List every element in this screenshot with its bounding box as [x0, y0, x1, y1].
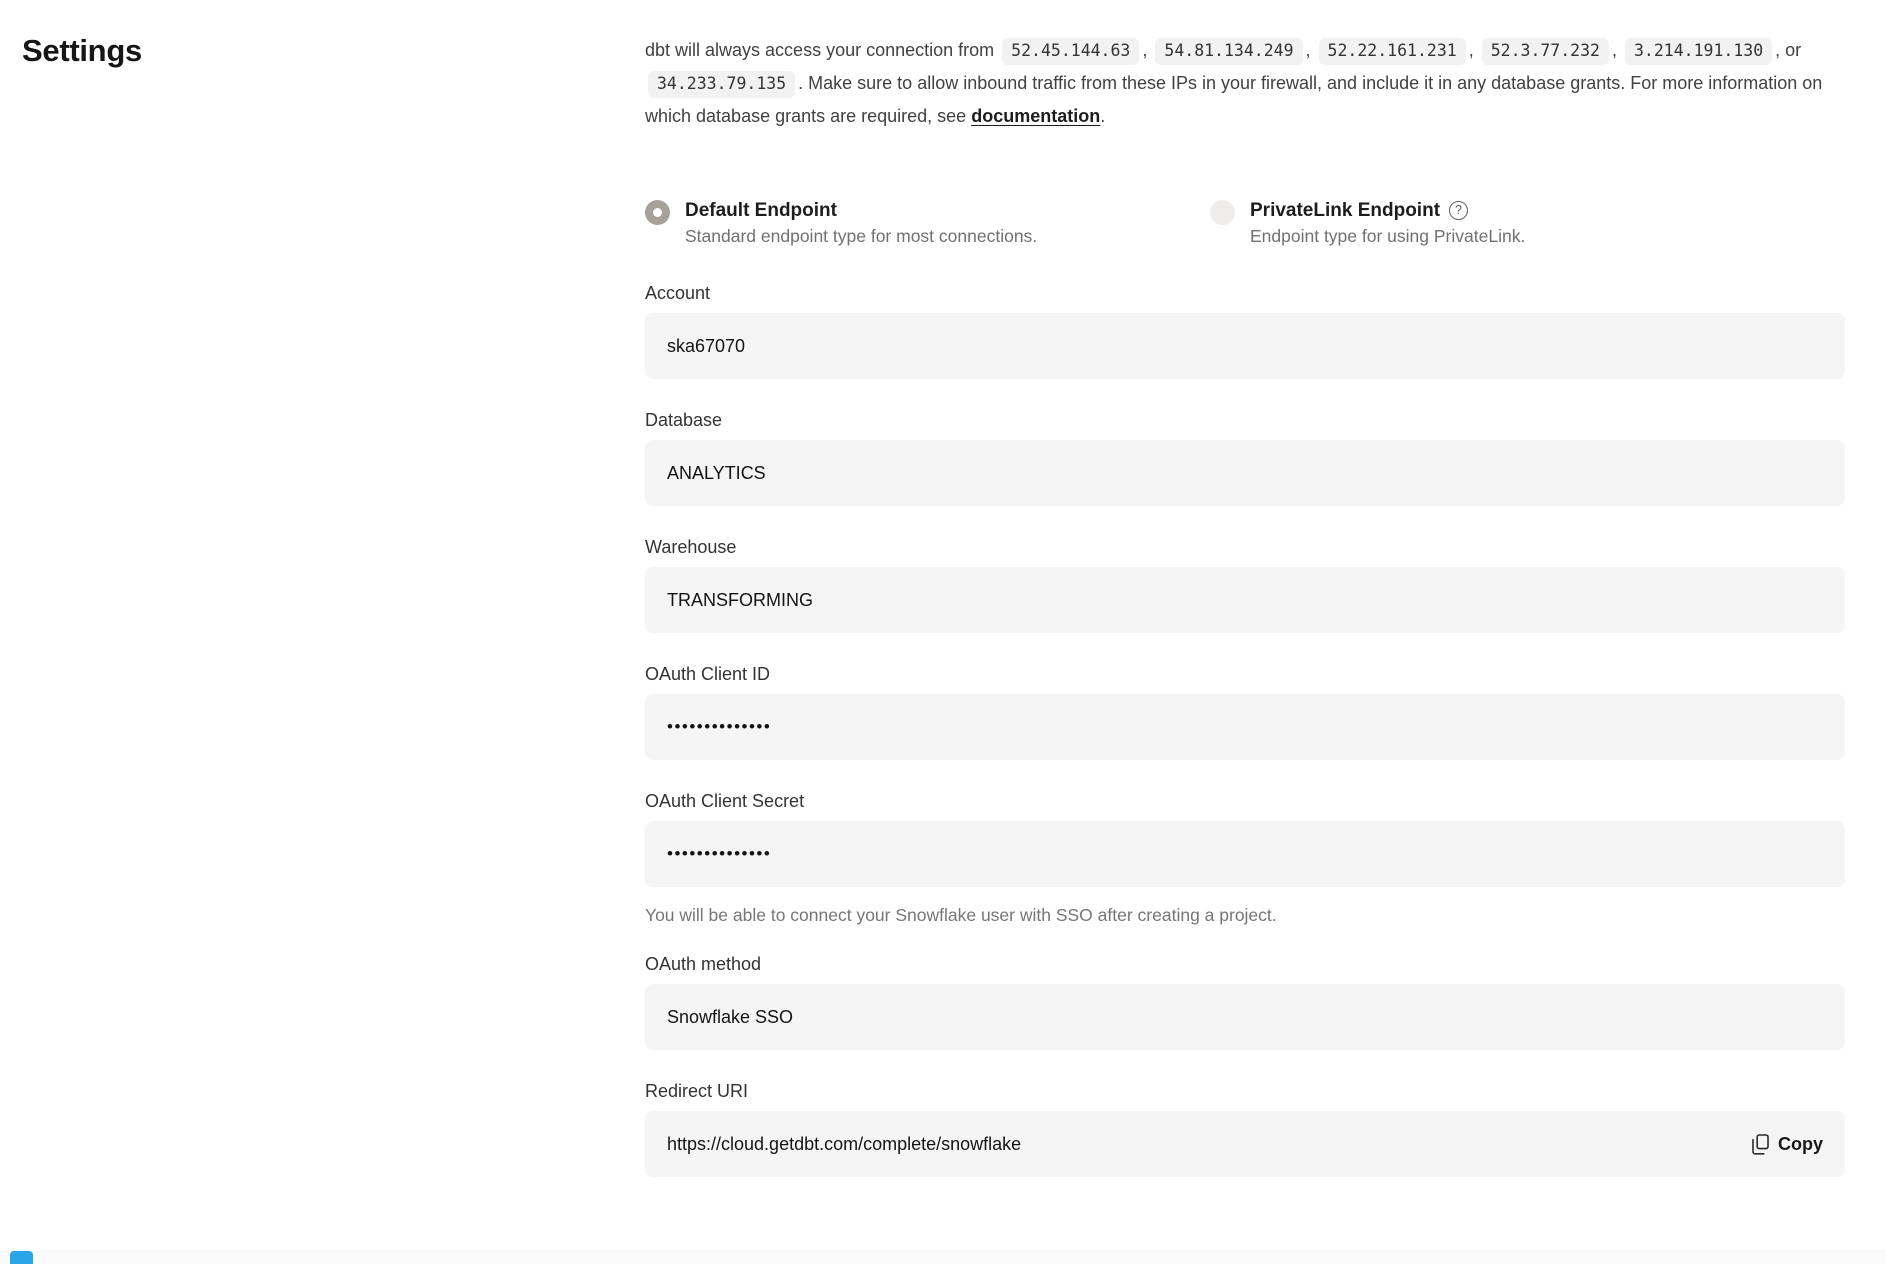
ip-chip: 34.233.79.135 [648, 71, 795, 98]
oauth-client-id-value: •••••••••••••• [667, 717, 772, 736]
ip-chip: 52.45.144.63 [1002, 38, 1139, 65]
settings-content [645, 0, 1845, 1207]
separator: , [1468, 40, 1479, 60]
separator: , [1142, 40, 1153, 60]
warehouse-field-group [645, 536, 1845, 633]
copy-label: Copy [1778, 1133, 1823, 1154]
warehouse-input[interactable] [645, 567, 1845, 633]
oauth-client-id-field-group [645, 663, 1845, 760]
default-endpoint-texts [685, 197, 1037, 248]
help-icon[interactable]: ? [1449, 201, 1468, 220]
endpoint-type-radio-group [645, 197, 1845, 248]
privatelink-endpoint-description: Endpoint type for using PrivateLink. [1250, 226, 1526, 246]
ip-chip: 52.22.161.231 [1319, 38, 1466, 65]
database-label: Database [645, 410, 723, 430]
privatelink-endpoint-option[interactable] [1210, 197, 1525, 248]
oauth-client-id-input[interactable] [645, 694, 1845, 760]
oauth-client-secret-value: •••••••••••••• [667, 844, 772, 863]
separator: . [1100, 106, 1106, 126]
database-input[interactable] [645, 440, 1845, 506]
oauth-client-secret-input[interactable] [645, 821, 1845, 887]
sso-helper-text: You will be able to connect your Snowflake user with SSO after creating a project. [645, 905, 1277, 925]
account-value: ska67070 [667, 335, 746, 356]
page-title: Settings [22, 33, 142, 68]
oauth-method-value: Snowflake SSO [667, 1006, 794, 1027]
database-value: ANALYTICS [667, 462, 766, 483]
redirect-uri-value: https://cloud.getdbt.com/complete/snowflake [667, 1133, 1022, 1154]
warehouse-value: TRANSFORMING [667, 589, 813, 610]
intro-text: . Make sure to allow inbound traffic from these IPs in your firewall, and include it in any database grants. For more information on which database grants are required, see [645, 73, 1823, 126]
ip-chip: 52.3.77.232 [1482, 38, 1609, 65]
oauth-method-field-group [645, 953, 1845, 1050]
oauth-method-label: OAuth method [645, 954, 762, 974]
cut-off-blue-button[interactable] [10, 1251, 33, 1264]
privatelink-endpoint-label: PrivateLink Endpoint [1250, 200, 1441, 221]
redirect-uri-field-group [645, 1080, 1845, 1177]
separator: , or [1775, 40, 1802, 60]
ip-allowlist-paragraph [645, 34, 1845, 133]
intro-text: dbt will always access your connection from [645, 40, 1000, 60]
ip-chip: 3.214.191.130 [1625, 38, 1772, 65]
default-endpoint-option[interactable] [645, 197, 1210, 248]
privatelink-endpoint-texts [1250, 197, 1525, 248]
ip-chip: 54.81.134.249 [1155, 38, 1302, 65]
default-endpoint-radio[interactable] [645, 200, 670, 225]
default-endpoint-label: Default Endpoint [685, 200, 837, 221]
warehouse-label: Warehouse [645, 537, 737, 557]
copy-icon [1752, 1134, 1769, 1155]
redirect-uri-input [645, 1111, 1845, 1177]
separator: , [1611, 40, 1622, 60]
footer-strip [0, 1251, 1886, 1264]
redirect-uri-label: Redirect URI [645, 1081, 749, 1101]
oauth-client-secret-label: OAuth Client Secret [645, 791, 805, 811]
privatelink-endpoint-radio[interactable] [1210, 200, 1235, 225]
oauth-method-input[interactable] [645, 984, 1845, 1050]
separator: , [1305, 40, 1316, 60]
database-field-group [645, 409, 1845, 506]
default-endpoint-description: Standard endpoint type for most connections. [685, 226, 1038, 246]
account-label: Account [645, 283, 711, 303]
copy-button[interactable] [1752, 1134, 1823, 1155]
oauth-client-id-label: OAuth Client ID [645, 664, 771, 684]
documentation-link[interactable]: documentation [971, 106, 1101, 126]
account-input[interactable] [645, 313, 1845, 379]
oauth-client-secret-field-group [645, 790, 1845, 927]
account-field-group [645, 282, 1845, 379]
